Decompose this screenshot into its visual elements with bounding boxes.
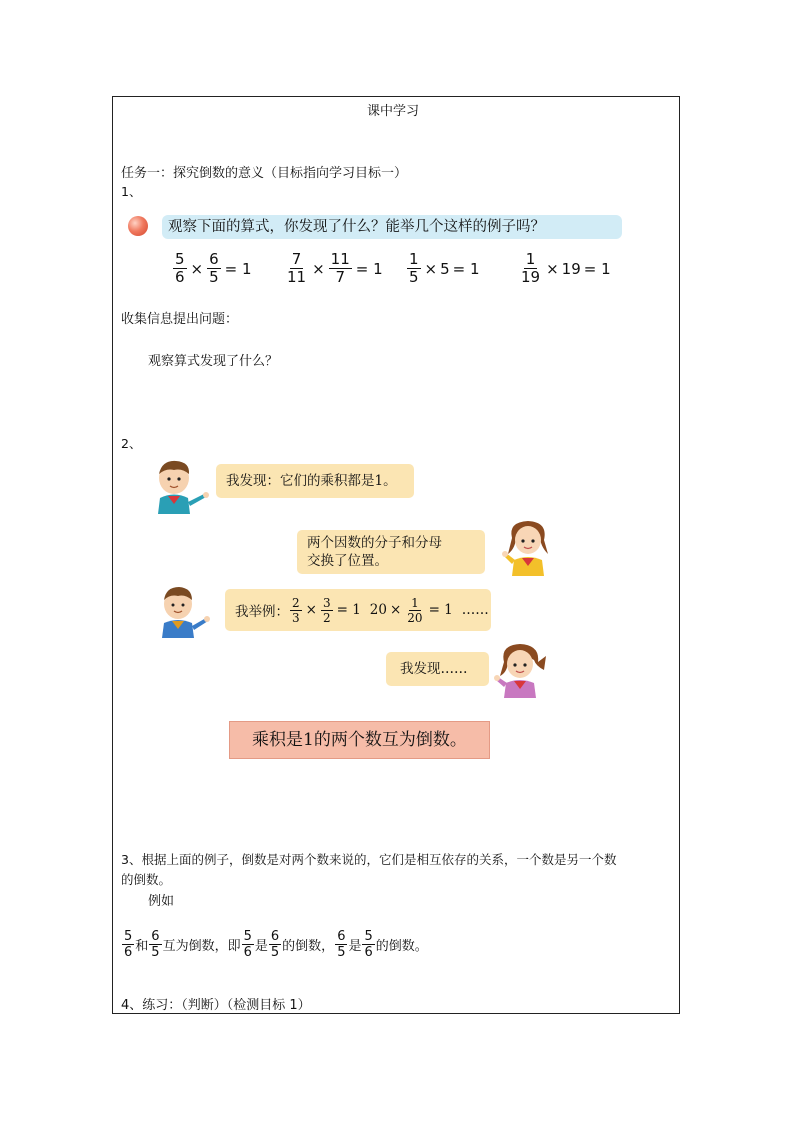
task3-line2: 的倒数。 — [121, 872, 172, 887]
boy-avatar-icon — [152, 458, 212, 514]
definition-example: $\frac{5}{6}$ 和 $\frac{6}{5}$ 互为倒数，即 $\frac{5}{6}$ 是 $\frac{6}{5}$ 的倒数， $\frac{6}{5}$ 是 $\frac{5}{6}$ 的倒数。 — [124, 929, 428, 960]
collect-label: 收集信息提出问题： — [121, 312, 239, 327]
speech-bubble-2: 两个因数的分子和分母 交换了位置。 — [297, 530, 485, 574]
equation-3: $\frac{1}{5}$ × 5 = 1 — [409, 250, 480, 286]
task2-number: 2、 — [121, 436, 142, 451]
speech-bubble-1: 我发现：它们的乘积都是1。 — [216, 464, 414, 498]
fraction: $\frac{5}{6}$ — [364, 929, 373, 960]
fraction: $\frac{7}{11}$ — [287, 250, 307, 286]
equation-1: $\frac{5}{6}$ × $\frac{6}{5}$ = 1 — [175, 250, 252, 286]
speech-bubble-4: 我发现…… — [386, 652, 489, 686]
fraction: $\frac{6}{5}$ — [337, 929, 346, 960]
fraction: $\frac{5}{6}$ — [124, 929, 133, 960]
speech-bubble-3: 我举例： $\frac{2}{3}$ × $\frac{3}{2}$ = 1 20 × $\frac{1}{20}$ = 1 …… — [225, 589, 491, 631]
fraction: $\frac{2}{3}$ — [292, 595, 300, 625]
example-label: 例如 — [148, 894, 175, 909]
fraction: $\frac{5}{6}$ — [175, 250, 185, 286]
fraction: $\frac{6}{5}$ — [209, 250, 219, 286]
question-text: 观察算式发现了什么？ — [148, 354, 279, 369]
section-title: 课中学习 — [367, 104, 420, 119]
fraction: $\frac{3}{2}$ — [322, 595, 331, 625]
fraction: $\frac{6}{5}$ — [270, 929, 280, 960]
fraction: $\frac{6}{5}$ — [151, 929, 160, 960]
fraction: $\frac{1}{19}$ — [521, 250, 541, 286]
task1-number: 1、 — [121, 184, 142, 199]
girl-avatar-icon — [492, 640, 550, 698]
task3-line1: 3、根据上面的例子，倒数是对两个数来说的，它们是相互依存的关系，一个数是另一个数 — [121, 852, 617, 867]
fraction: $\frac{1}{5}$ — [409, 250, 419, 286]
task1-heading: 任务一：探究倒数的意义（目标指向学习目标一） — [121, 166, 408, 181]
equation-2: $\frac{7}{11}$ × $\frac{11}{7}$ = 1 — [287, 250, 383, 286]
fraction: $\frac{11}{7}$ — [330, 250, 350, 286]
task4-line: 4、练习：（判断）（检测目标 1） — [121, 998, 311, 1013]
boy-avatar-icon — [156, 584, 212, 638]
equation-4: $\frac{1}{19}$ × 19 = 1 — [521, 250, 611, 286]
prompt-bubble: 观察下面的算式，你发现了什么？能举几个这样的例子吗？ — [162, 215, 622, 239]
fraction: $\frac{5}{6}$ — [243, 929, 252, 960]
conclusion-box: 乘积是1的两个数互为倒数。 — [229, 721, 490, 759]
girl-avatar-icon — [500, 516, 556, 576]
fraction: $\frac{1}{20}$ — [407, 595, 423, 625]
bullet-ball-icon — [128, 216, 148, 236]
